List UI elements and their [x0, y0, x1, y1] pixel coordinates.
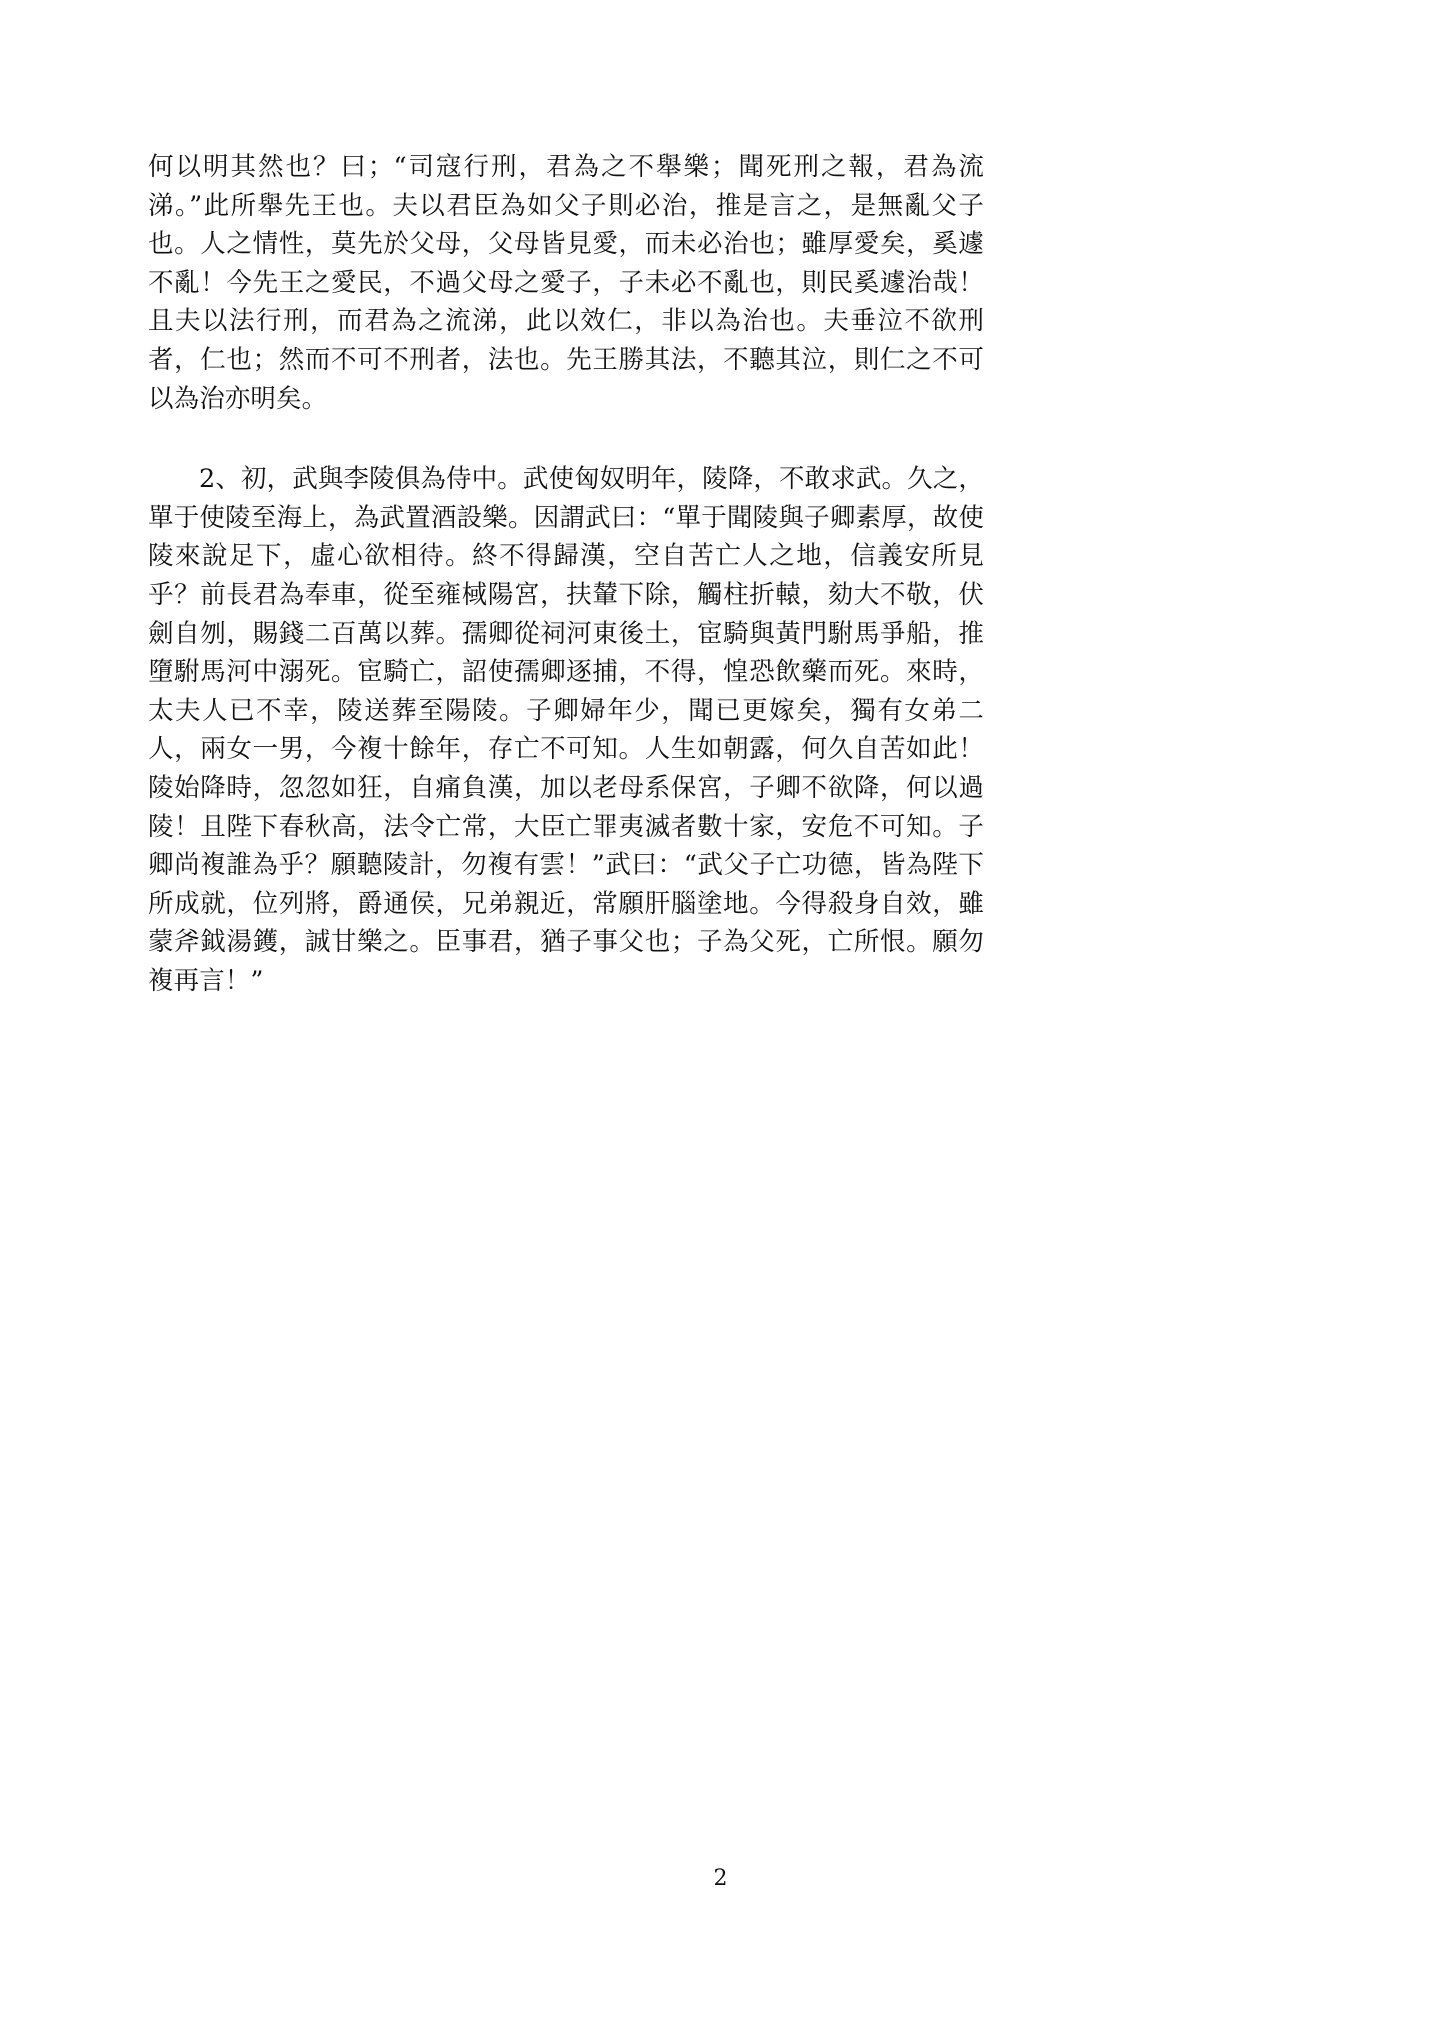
- page-number: 2: [713, 1866, 728, 1891]
- document-body: [148, 148, 984, 1000]
- body-paragraph-1: 何以明其然也？曰；“司寇行刑，君為之不舉樂；聞死刑之報，君為流涕。”此所舉先王也。夫以君臣為如父子則必治，推是言之，是無亂父子也。人之情性，莫先於父母，父母皆見愛，而未必治也；雖厚愛矣，奚遽不亂！今先王之愛民，不過父母之愛子，子未必不亂也，則民奚遽治哉！且夫以法行刑，而君為之流涕，此以效仁，非以為治也。夫垂泣不欲刑者，仁也；然而不可不刑者，法也。先王勝其法，不聽其泣，則仁之不可以為治亦明矣。: [148, 152, 984, 414]
- paragraph-spacer: [148, 418, 984, 460]
- body-paragraph-2: 2、初，武與李陵俱為侍中。武使匈奴明年，陵降，不敢求武。久之，單于使陵至海上，為武置酒設樂。因謂武曰：“單于聞陵與子卿素厚，故使陵來說足下，虛心欲相待。終不得歸漢，空自苦亡人之地，信義安所見乎？前長君為奉車，從至雍棫陽宮，扶輦下除，觸柱折轅，劾大不敬，伏劍自刎，賜錢二百萬以葬。孺卿從祠河東後土，宦騎與黃門駙馬爭船，推墮駙馬河中溺死。宦騎亡，詔使孺卿逐捕，不得，惶恐飲藥而死。來時，太夫人已不幸，陵送葬至陽陵。子卿婦年少，聞已更嫁矣，獨有女弟二人，兩女一男，今複十餘年，存亡不可知。人生如朝露，何久自苦如此！陵始降時，忽忽如狂，自痛負漢，加以老母系保宮，子卿不欲降，何以過陵！且陛下春秋高，法令亡常，大臣亡罪夷滅者數十家，安危不可知。子卿尚複誰為乎？願聽陵計，勿複有雲！”武曰：“武父子亡功德，皆為陛下所成就，位列將，爵通侯，兄弟親近，常願肝腦塗地。今得殺身自效，雖蒙斧鉞湯鑊，誠甘樂之。臣事君，猶子事父也；子為父死，亡所恨。願勿複再言！”: [148, 464, 984, 996]
